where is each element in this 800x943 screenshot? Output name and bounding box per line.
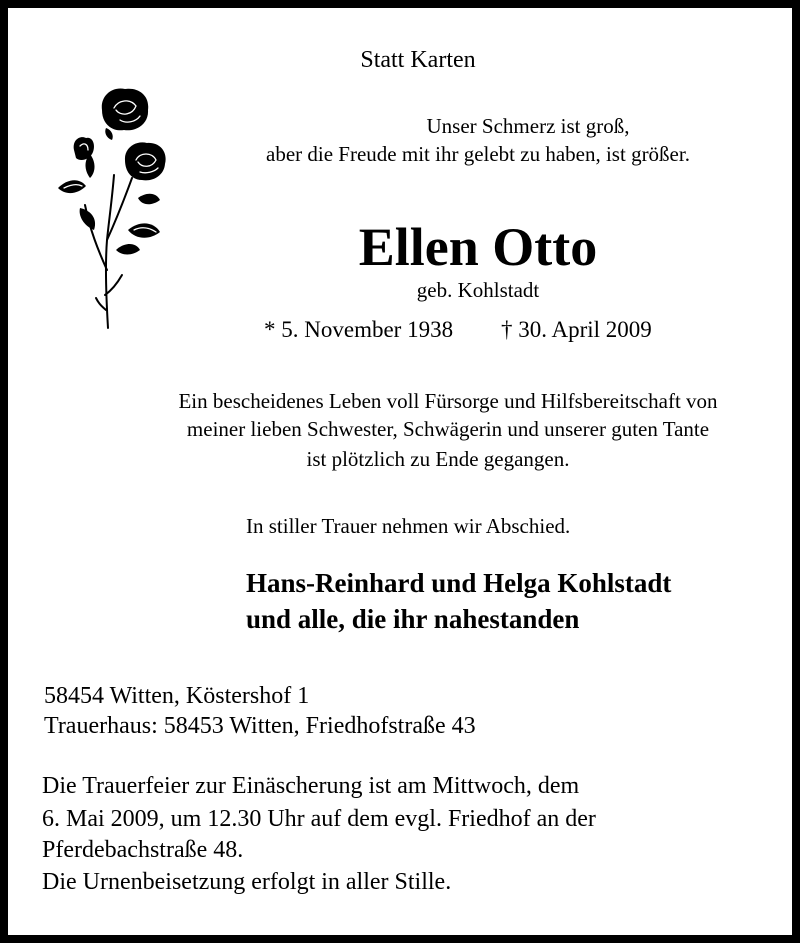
mourners-line-2: und alle, die ihr nahestanden (246, 604, 580, 634)
farewell-text: In stiller Trauer nehmen wir Abschied. (246, 514, 571, 538)
address-line-2: Trauerhaus: 58453 Witten, Friedhofstraße 43 (44, 713, 476, 739)
birth-name: geb. Kohlstadt (416, 278, 540, 302)
body-line-3: ist plötzlich zu Ende gegangen. (306, 447, 570, 471)
service-line-1: Die Trauerfeier zur Einäscherung ist am Mittwoch, dem (42, 773, 580, 799)
quote-line-1: Unser Schmerz ist groß, (426, 114, 630, 138)
body-line-1: Ein bescheidenes Leben voll Fürsorge und Hilfsbereitschaft von (178, 389, 718, 413)
death-date: † 30. April 2009 (501, 317, 652, 342)
deceased-name: Ellen Otto (358, 217, 598, 277)
rose-icon (50, 80, 180, 332)
birth-date: * 5. November 1938 (264, 317, 454, 342)
mourners-line-1: Hans-Reinhard und Helga Kohlstadt (246, 568, 672, 598)
address-line-1: 58454 Witten, Köstershof 1 (44, 683, 310, 709)
body-line-2: meiner lieben Schwester, Schwägerin und unserer guten Tante (186, 417, 710, 441)
service-line-2: 6. Mai 2009, um 12.30 Uhr auf dem evgl. Friedhof an der (42, 806, 596, 832)
quote-line-2: aber die Freude mit ihr gelebt zu haben, ist größer. (266, 142, 690, 166)
service-line-3: Pferdebachstraße 48. (42, 837, 244, 863)
header-title: Statt Karten (360, 47, 476, 73)
service-line-4: Die Urnenbeisetzung erfolgt in aller Stille. (42, 869, 452, 895)
